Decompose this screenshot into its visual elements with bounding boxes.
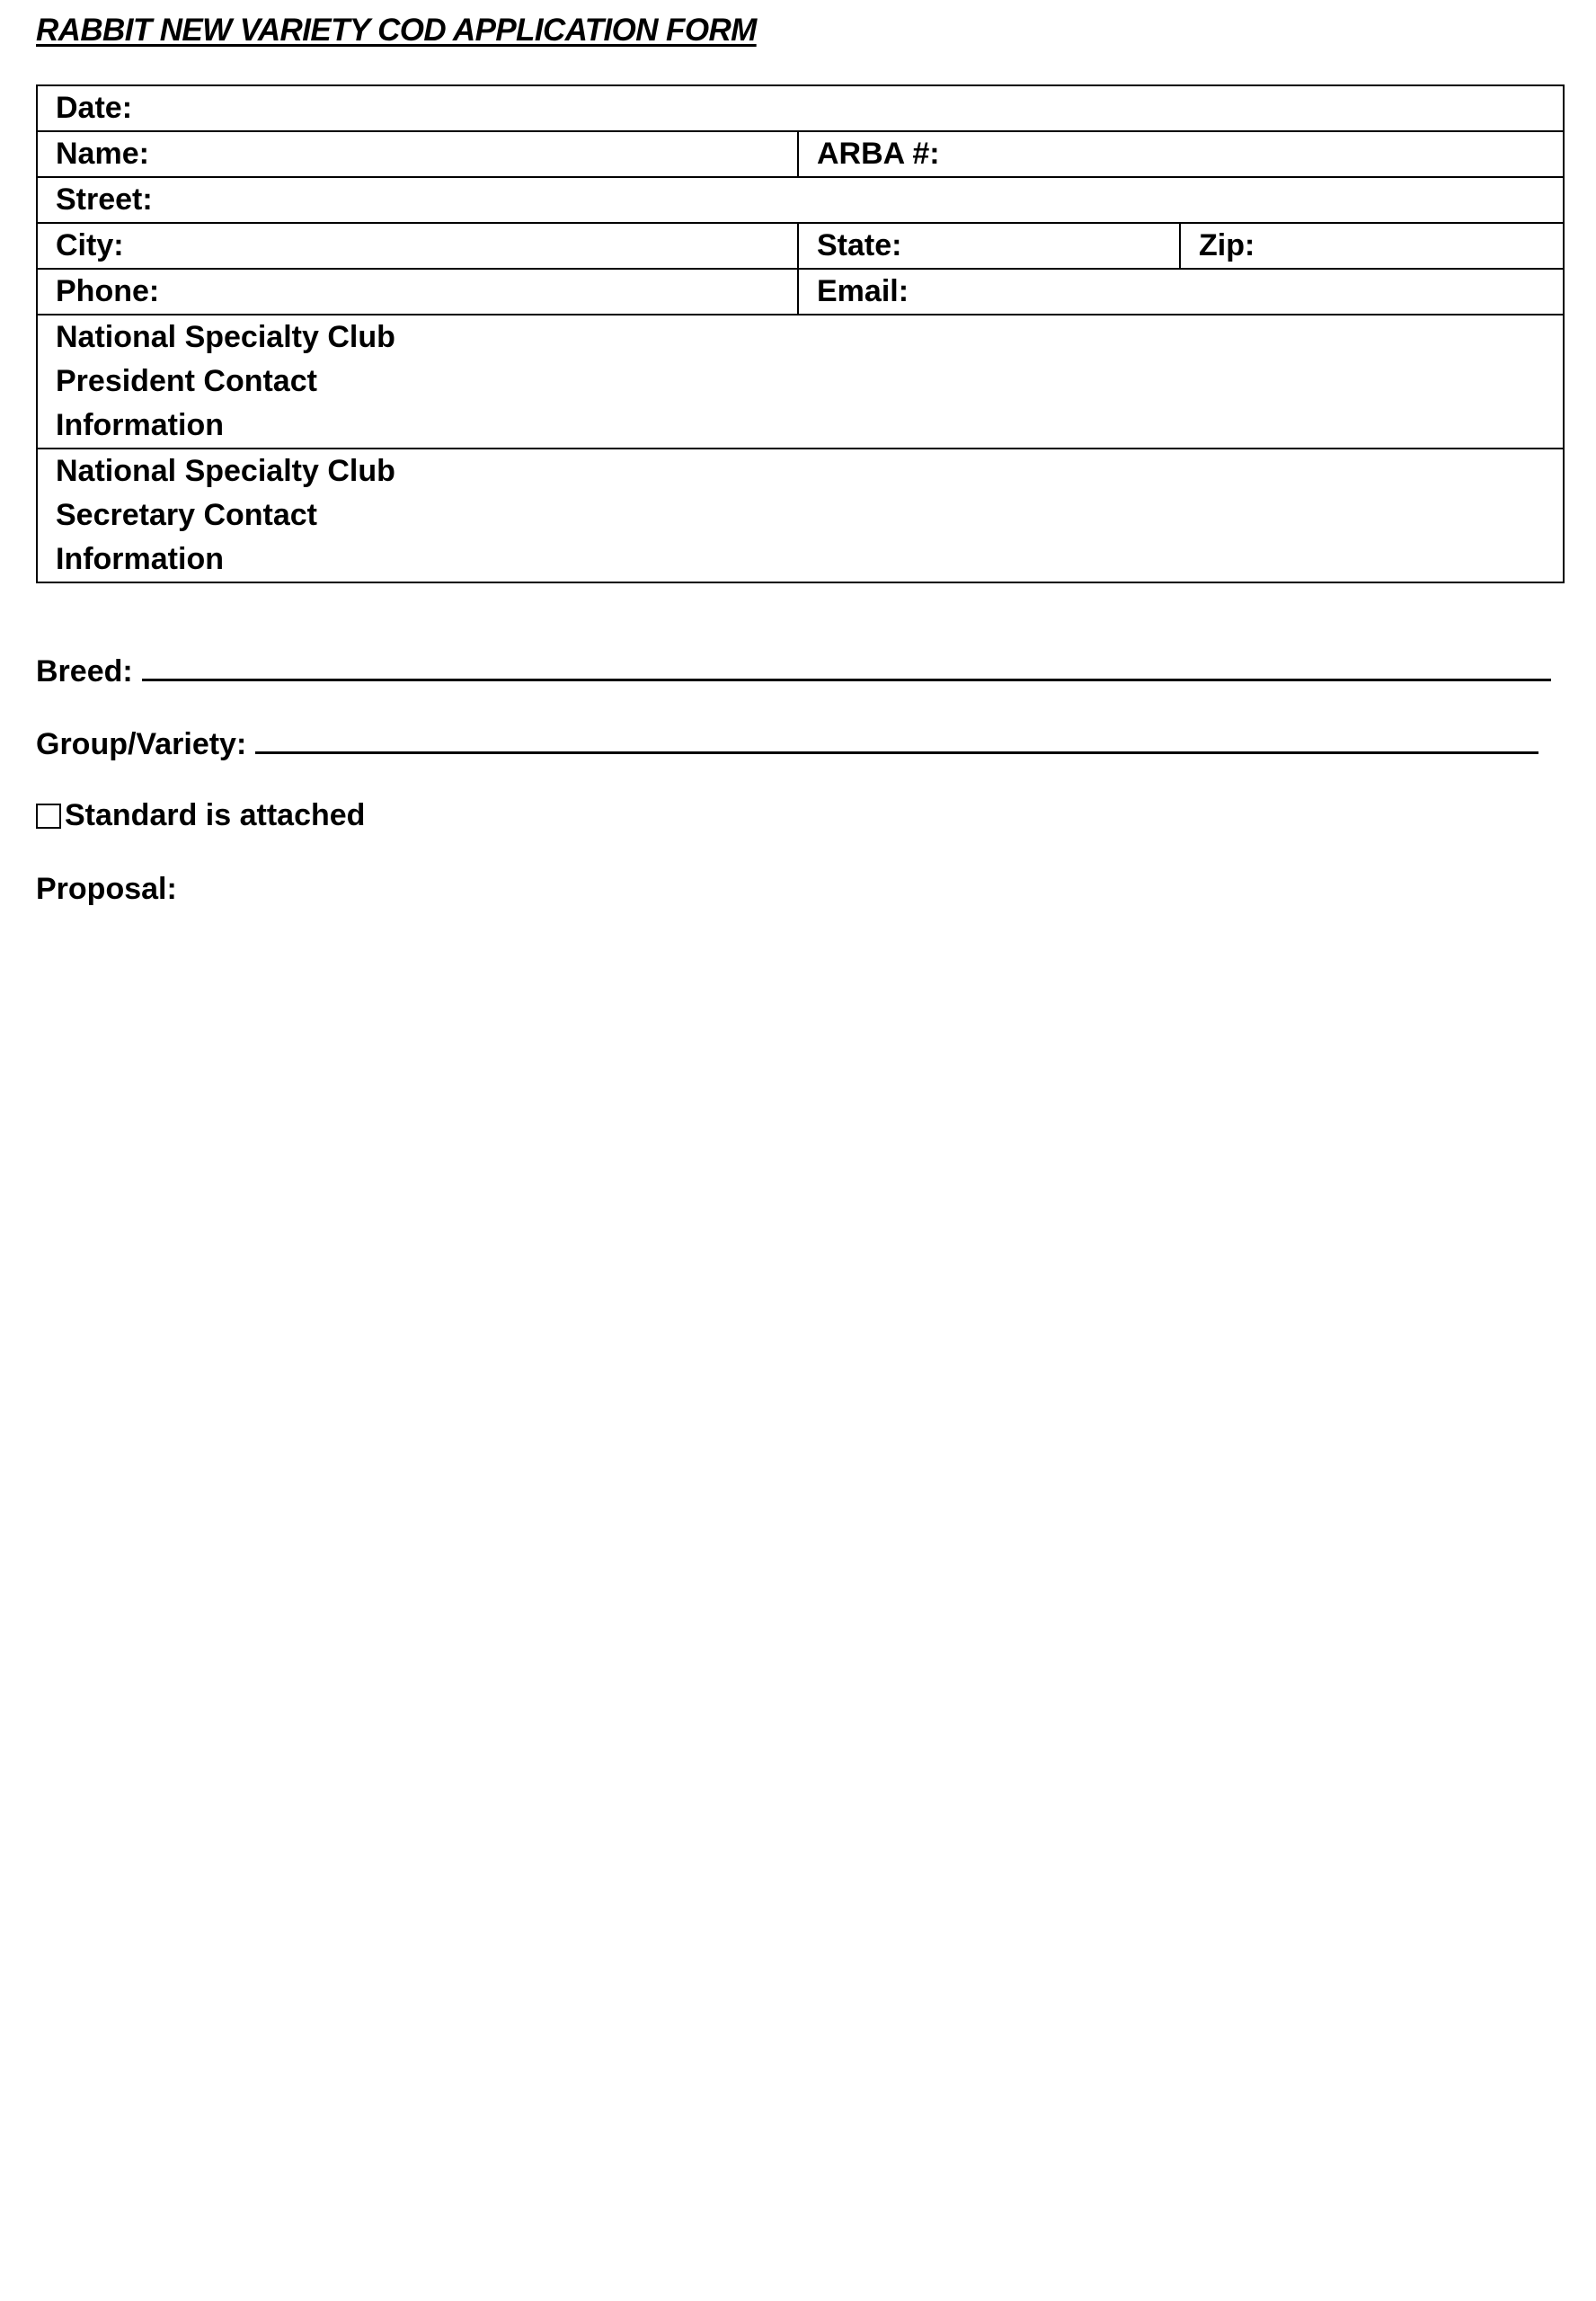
email-field[interactable]: [798, 269, 1564, 315]
president-contact-field[interactable]: [37, 315, 1564, 449]
secretary-label-line: Information: [56, 542, 224, 576]
table-row-secretary: [37, 449, 1564, 582]
date-field[interactable]: [37, 85, 1564, 131]
zip-field[interactable]: [1180, 223, 1564, 269]
contact-info-table: [36, 84, 1565, 583]
proposal-label: Proposal:: [36, 872, 177, 906]
group-variety-input-line[interactable]: [255, 724, 1538, 754]
group-variety-label: Group/Variety:: [36, 727, 247, 761]
table-row-name: [37, 131, 1564, 177]
arba-label: ARBA #:: [817, 137, 940, 171]
breed-row: [36, 652, 1551, 689]
table-row-city: [37, 223, 1564, 269]
name-label: Name:: [56, 137, 149, 171]
president-label-line: National Specialty Club: [56, 320, 395, 354]
table-row-street: [37, 177, 1564, 223]
phone-field[interactable]: [37, 269, 798, 315]
zip-label: Zip:: [1199, 228, 1255, 262]
president-label-line: Information: [56, 408, 224, 442]
form-title: RABBIT NEW VARIETY COD APPLICATION FORM: [36, 13, 757, 48]
secretary-label-line: National Specialty Club: [56, 454, 395, 488]
email-label: Email:: [817, 274, 909, 308]
street-label: Street:: [56, 182, 153, 217]
secretary-contact-field[interactable]: [37, 449, 1564, 582]
breed-label: Breed:: [36, 654, 133, 689]
table-row-date: [37, 85, 1564, 131]
standard-attached-checkbox[interactable]: [36, 804, 61, 829]
group-variety-row: [36, 724, 1538, 762]
date-label: Date:: [56, 91, 133, 125]
president-label-line: President Contact: [56, 364, 317, 398]
name-field[interactable]: [37, 131, 798, 177]
state-field[interactable]: [798, 223, 1180, 269]
street-field[interactable]: [37, 177, 1564, 223]
breed-input-line[interactable]: [142, 652, 1551, 681]
phone-label: Phone:: [56, 274, 160, 308]
standard-attached-label: Standard is attached: [65, 798, 366, 832]
secretary-label-line: Secretary Contact: [56, 498, 318, 532]
standard-attached-row: [36, 798, 365, 833]
table-row-phone: [37, 269, 1564, 315]
arba-number-field[interactable]: [798, 131, 1564, 177]
city-label: City:: [56, 228, 124, 262]
table-row-president: [37, 315, 1564, 449]
city-field[interactable]: [37, 223, 798, 269]
state-label: State:: [817, 228, 902, 262]
